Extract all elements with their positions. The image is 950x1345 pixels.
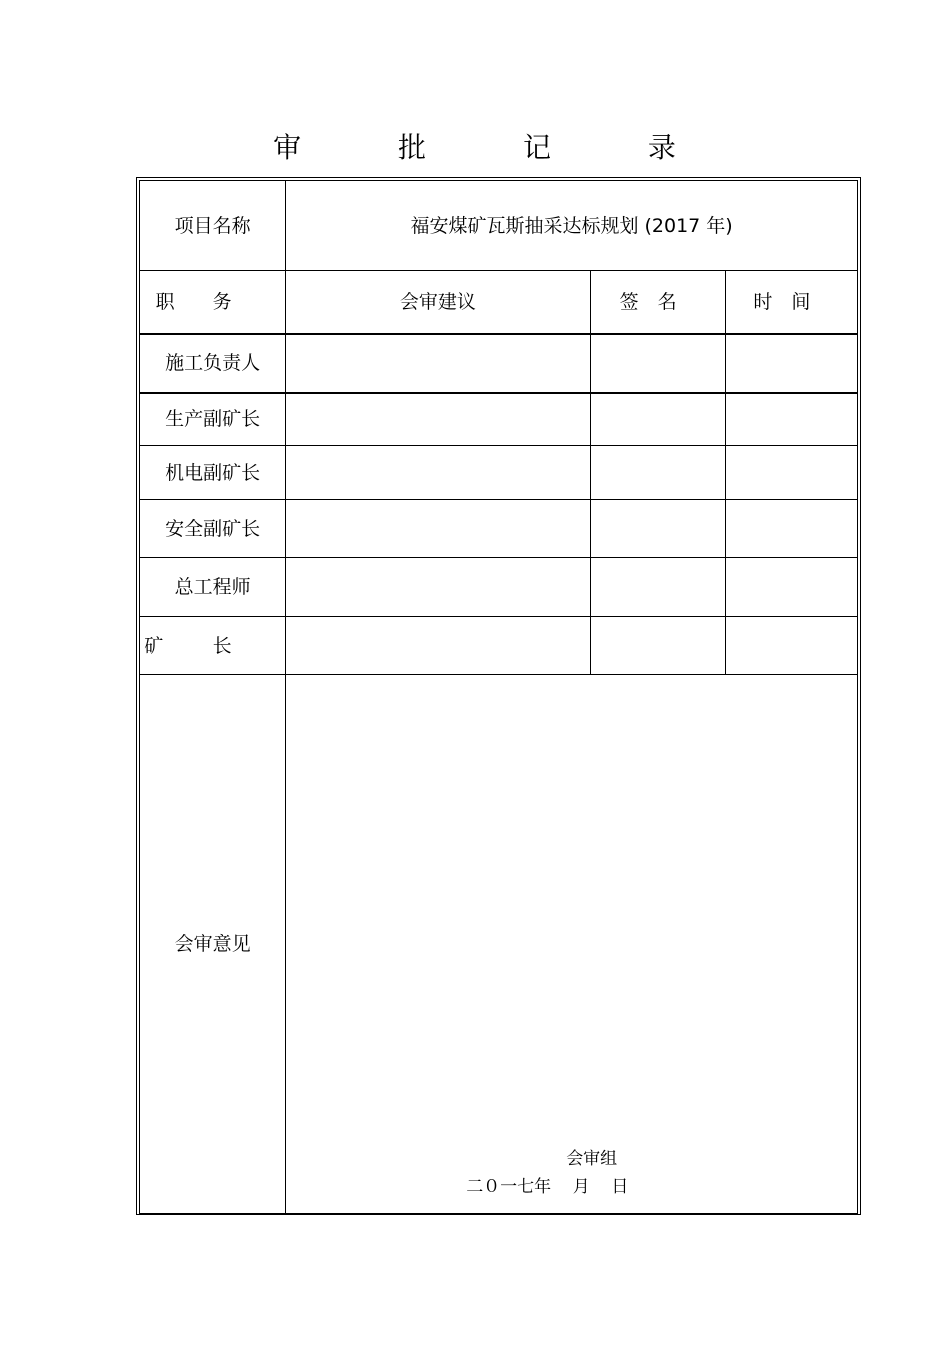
review-group: 会审组 xyxy=(566,1149,618,1169)
role-label: 总工程师 xyxy=(140,558,286,617)
table-row xyxy=(140,393,858,446)
table-row xyxy=(140,500,858,558)
header-row xyxy=(140,271,858,334)
role-label: 机电副矿长 xyxy=(140,446,286,500)
header-time: 时间 xyxy=(725,271,857,334)
role-label: 施工负责人 xyxy=(140,334,286,393)
signature-cell[interactable] xyxy=(590,334,725,393)
approval-table xyxy=(139,180,858,1214)
time-cell[interactable] xyxy=(725,558,857,617)
role-label: 安全副矿长 xyxy=(140,500,286,558)
header-signature: 签名 xyxy=(590,271,725,334)
signature-cell[interactable] xyxy=(590,558,725,617)
opinion-cell[interactable] xyxy=(286,393,590,446)
page-title: 审 批 记 录 xyxy=(273,131,720,164)
opinion-cell[interactable] xyxy=(286,617,590,675)
time-cell[interactable] xyxy=(725,334,857,393)
table-row xyxy=(140,617,858,675)
time-cell[interactable] xyxy=(725,393,857,446)
role-label: 生产副矿长 xyxy=(140,393,286,446)
time-cell[interactable] xyxy=(725,446,857,500)
time-cell[interactable] xyxy=(725,500,857,558)
header-opinion: 会审建议 xyxy=(286,271,590,334)
review-footer xyxy=(286,1145,857,1201)
table-row xyxy=(140,446,858,500)
role-label: 矿长 xyxy=(140,617,286,675)
signature-cell[interactable] xyxy=(590,617,725,675)
opinion-cell[interactable] xyxy=(286,446,590,500)
signature-cell[interactable] xyxy=(590,446,725,500)
review-row xyxy=(140,675,858,1214)
review-content-cell[interactable] xyxy=(286,675,858,1214)
project-row xyxy=(140,181,858,271)
header-role: 职务 xyxy=(140,271,286,334)
review-label: 会审意见 xyxy=(140,675,286,1214)
opinion-cell[interactable] xyxy=(286,558,590,617)
time-cell[interactable] xyxy=(725,617,857,675)
signature-cell[interactable] xyxy=(590,393,725,446)
opinion-cell[interactable] xyxy=(286,334,590,393)
table-row xyxy=(140,558,858,617)
signature-cell[interactable] xyxy=(590,500,725,558)
table-row xyxy=(140,334,858,393)
project-name-label: 项目名称 xyxy=(140,181,286,271)
project-name-value: 福安煤矿瓦斯抽采达标规划 (2017 年) xyxy=(286,181,858,271)
opinion-cell[interactable] xyxy=(286,500,590,558)
review-date: 二０一七年 月 日 xyxy=(466,1177,629,1197)
